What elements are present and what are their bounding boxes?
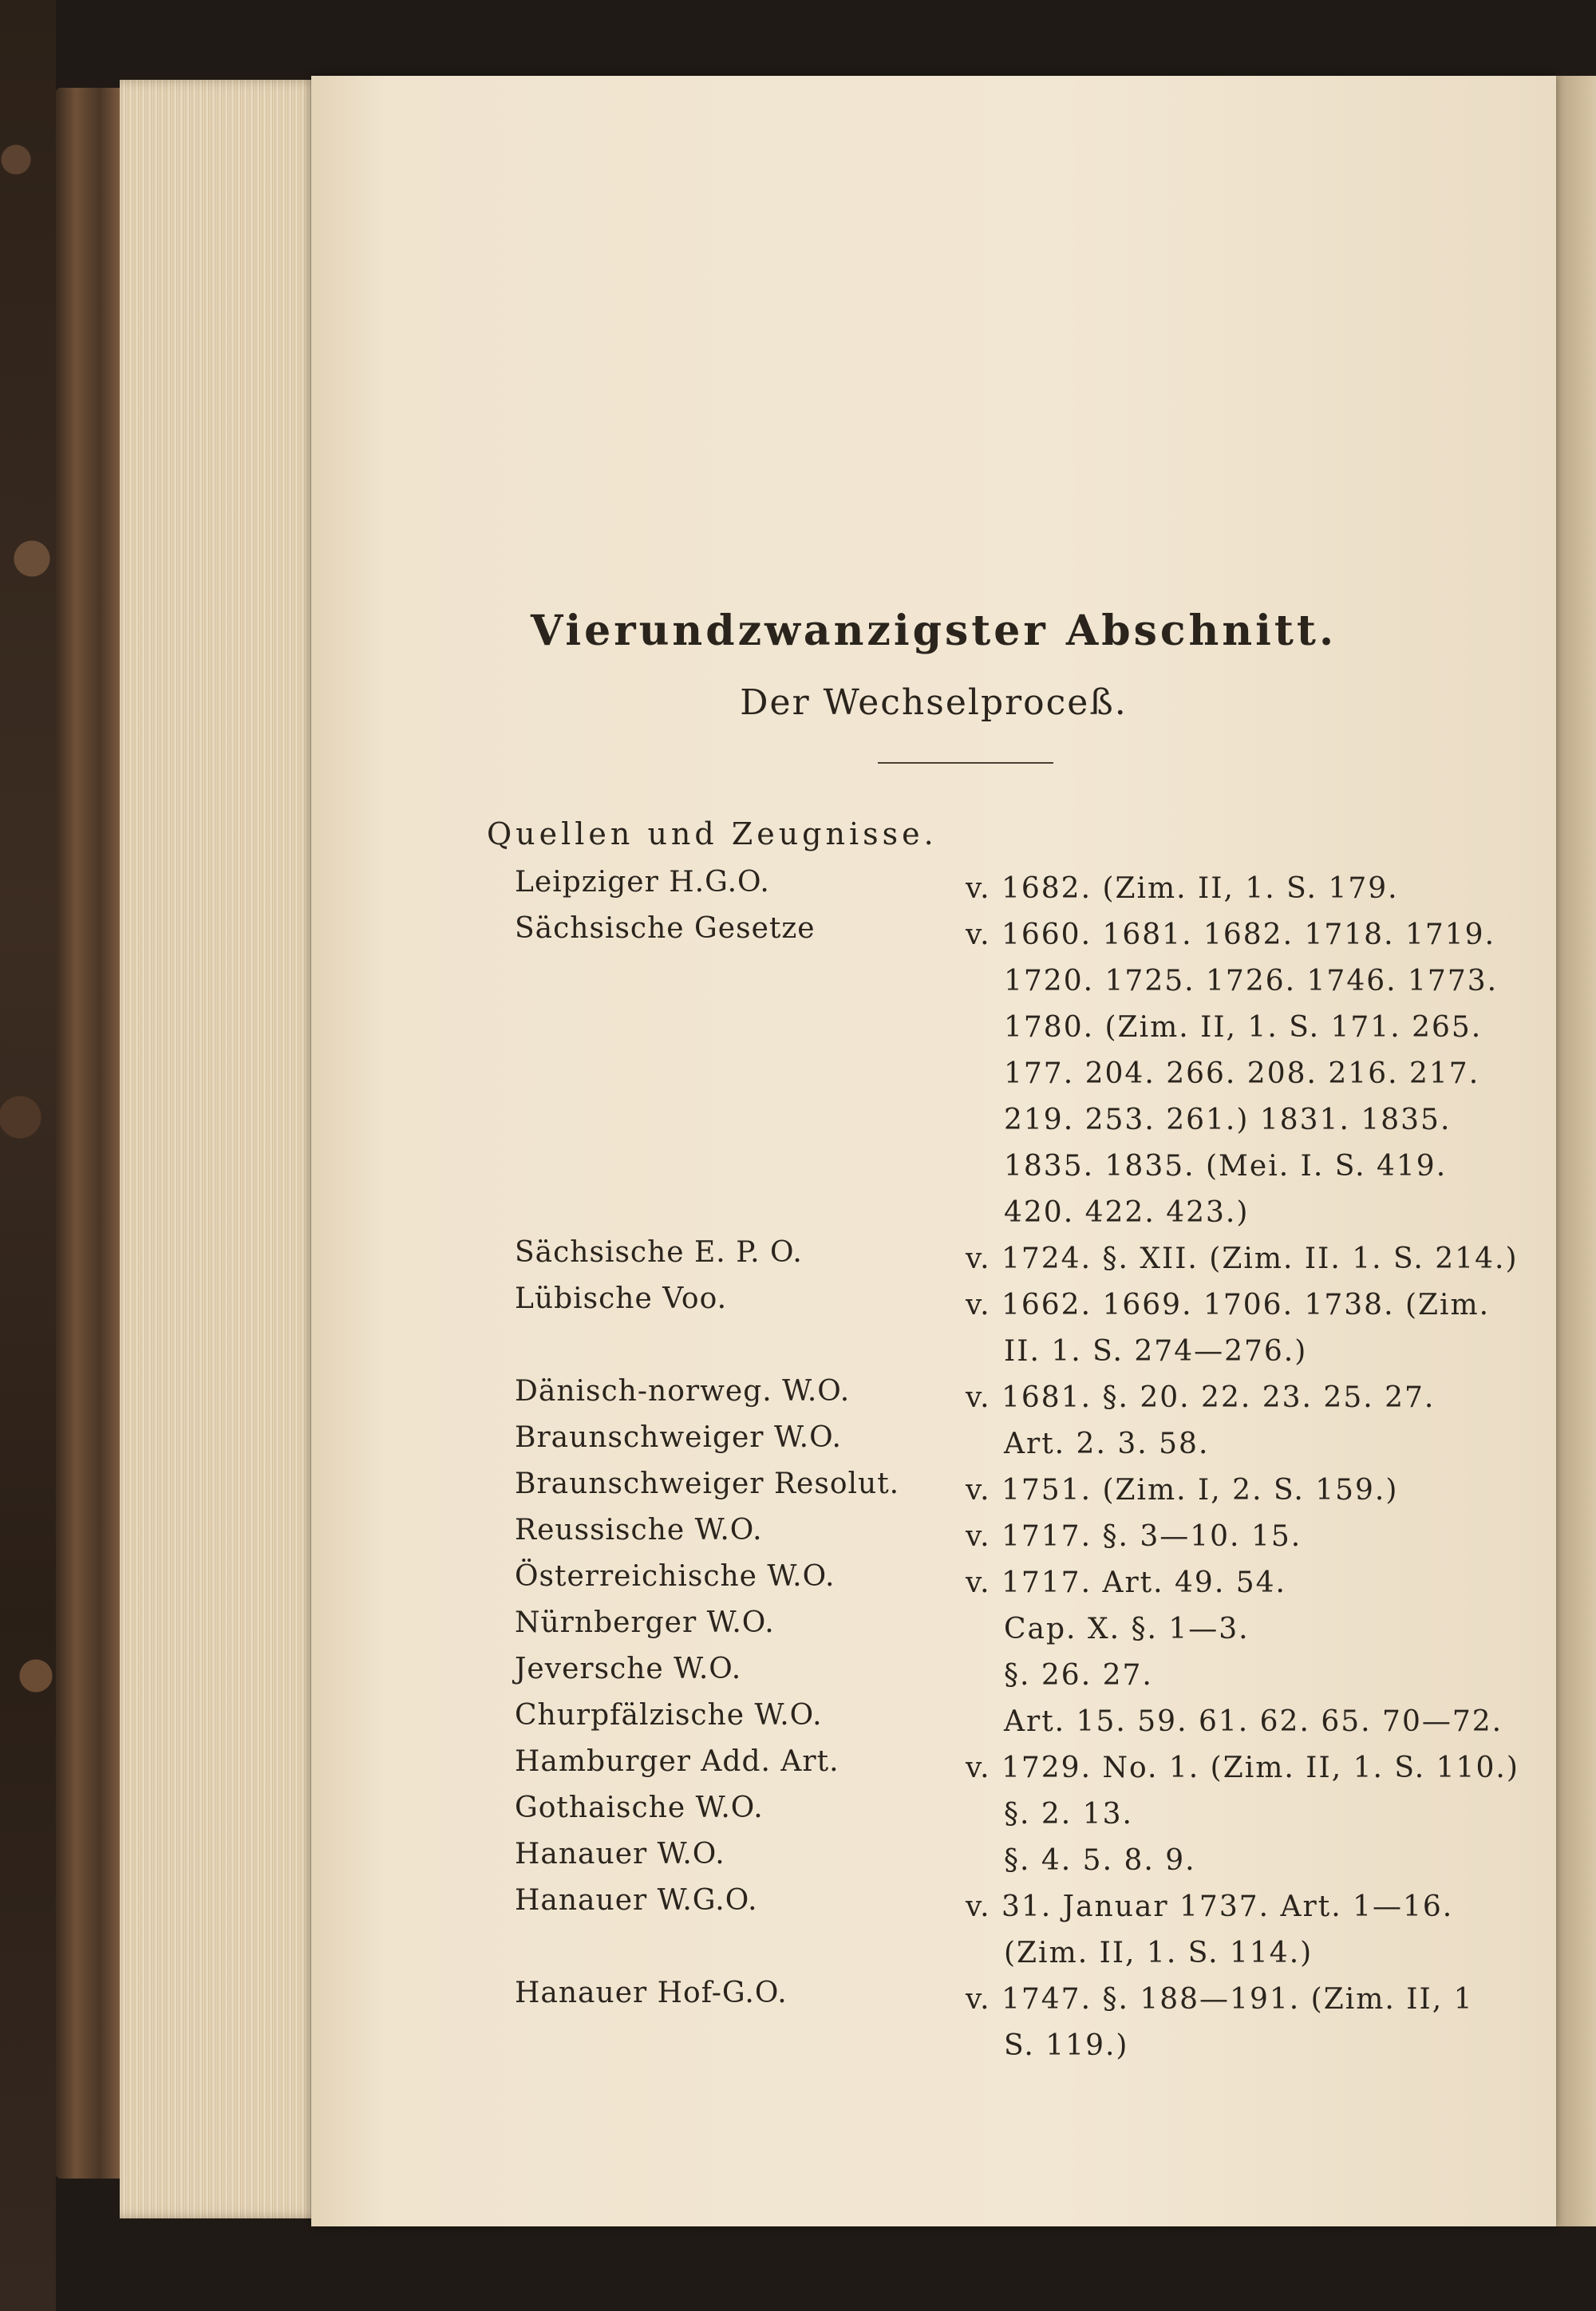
reference-line: 1720. 1725. 1726. 1746. 1773.: [1004, 965, 1499, 997]
source-name: Hanauer W.G.O.: [515, 1884, 758, 1917]
reference-line: v. 1729. No. 1. (Zim. II, 1. S. 110.): [966, 1752, 1519, 1784]
source-name: Lübische Voo.: [515, 1282, 728, 1315]
section-heading: Quellen und Zeugnisse.: [487, 816, 938, 851]
source-entry: [515, 1375, 1552, 1421]
title-divider: [878, 762, 1053, 764]
source-name: Sächsische E. P. O.: [515, 1236, 803, 1269]
reference-line: §. 2. 13.: [1004, 1798, 1133, 1831]
reference-line: §. 4. 5. 8. 9.: [1004, 1844, 1196, 1877]
source-name: Reussische W.O.: [515, 1514, 763, 1547]
reference-line: v. 1717. Art. 49. 54.: [966, 1566, 1286, 1599]
source-reference: [966, 1653, 1552, 1699]
source-reference: [966, 1375, 1552, 1421]
source-reference: [966, 1838, 1552, 1884]
chapter-title: Vierundzwanzigster Abschnitt.: [530, 606, 1337, 655]
source-name: Leipziger H.G.O.: [515, 866, 770, 899]
book-page: [311, 76, 1556, 2226]
reference-line: §. 26. 27.: [1004, 1659, 1153, 1692]
source-entry: [515, 1282, 1552, 1375]
source-reference: [966, 1421, 1552, 1468]
source-reference: [966, 1468, 1552, 1514]
source-name: Nürnberger W.O.: [515, 1606, 775, 1639]
reference-line: 219. 253. 261.) 1831. 1835.: [1004, 1104, 1452, 1136]
source-entry: [515, 1606, 1552, 1653]
source-name: Hanauer Hof-G.O.: [515, 1977, 788, 2009]
source-name: Braunschweiger Resolut.: [515, 1468, 900, 1500]
sources-list: [515, 866, 1552, 2069]
source-name: Dänisch-norweg. W.O.: [515, 1375, 851, 1408]
reference-line: v. 1751. (Zim. I, 2. S. 159.): [966, 1474, 1399, 1507]
source-name: Braunschweiger W.O.: [515, 1421, 842, 1454]
marbled-cover: [0, 0, 56, 2311]
reference-line: 177. 204. 266. 208. 216. 217.: [1004, 1057, 1480, 1090]
reference-line: 1780. (Zim. II, 1. S. 171. 265.: [1004, 1011, 1483, 1044]
reference-line: II. 1. S. 274—276.): [1004, 1335, 1308, 1368]
source-entry: [515, 1560, 1552, 1606]
reference-line: (Zim. II, 1. S. 114.): [1004, 1937, 1314, 1969]
source-reference: [966, 1606, 1552, 1653]
reference-line: S. 119.): [1004, 2029, 1129, 2062]
source-reference: [966, 1699, 1552, 1745]
reference-line: Cap. X. §. 1—3.: [1004, 1613, 1250, 1645]
source-name: Gothaische W.O.: [515, 1792, 764, 1824]
source-name: Jeversche W.O.: [515, 1653, 742, 1685]
source-entry: [515, 1514, 1552, 1560]
source-entry: [515, 912, 1552, 1236]
reference-line: v. 1660. 1681. 1682. 1718. 1719.: [966, 918, 1496, 951]
source-entry: [515, 1884, 1552, 1977]
source-reference: [966, 912, 1552, 1236]
source-name: Hamburger Add. Art.: [515, 1745, 839, 1778]
source-reference: [966, 1514, 1552, 1560]
source-entry: [515, 1421, 1552, 1468]
source-reference: [966, 1792, 1552, 1838]
source-entry: [515, 1699, 1552, 1745]
source-reference: [966, 1560, 1552, 1606]
source-reference: [966, 1977, 1552, 2069]
source-entry: [515, 1236, 1552, 1282]
reference-line: Art. 2. 3. 58.: [1004, 1428, 1210, 1460]
source-reference: [966, 1745, 1552, 1792]
source-entry: [515, 1977, 1552, 2069]
chapter-subtitle: Der Wechselproceß.: [740, 682, 1128, 723]
source-reference: [966, 1884, 1552, 1977]
reference-line: 1835. 1835. (Mei. I. S. 419.: [1004, 1150, 1448, 1183]
reference-line: v. 31. Januar 1737. Art. 1—16.: [966, 1890, 1454, 1923]
source-entry: [515, 1653, 1552, 1699]
source-entry: [515, 1838, 1552, 1884]
source-entry: [515, 1745, 1552, 1792]
source-name: Österreichische W.O.: [515, 1560, 836, 1593]
source-reference: [966, 1282, 1552, 1375]
source-entry: [515, 1468, 1552, 1514]
page-stack: [120, 80, 319, 2218]
source-reference: [966, 866, 1552, 912]
reference-line: Art. 15. 59. 61. 62. 65. 70—72.: [1004, 1705, 1503, 1738]
source-name: Hanauer W.O.: [515, 1838, 725, 1871]
source-name: Sächsische Gesetze: [515, 912, 816, 945]
source-name: Churpfälzische W.O.: [515, 1699, 823, 1732]
reference-line: v. 1747. §. 188—191. (Zim. II, 1: [966, 1983, 1474, 2016]
reference-line: v. 1682. (Zim. II, 1. S. 179.: [966, 872, 1399, 905]
source-entry: [515, 866, 1552, 912]
facing-page-edge: [1556, 76, 1596, 2226]
reference-line: v. 1681. §. 20. 22. 23. 25. 27.: [966, 1381, 1436, 1414]
source-entry: [515, 1792, 1552, 1838]
reference-line: v. 1724. §. XII. (Zim. II. 1. S. 214.): [966, 1242, 1519, 1275]
source-reference: [966, 1236, 1552, 1282]
reference-line: 420. 422. 423.): [1004, 1196, 1250, 1229]
reference-line: v. 1717. §. 3—10. 15.: [966, 1520, 1302, 1553]
reference-line: v. 1662. 1669. 1706. 1738. (Zim.: [966, 1289, 1491, 1321]
